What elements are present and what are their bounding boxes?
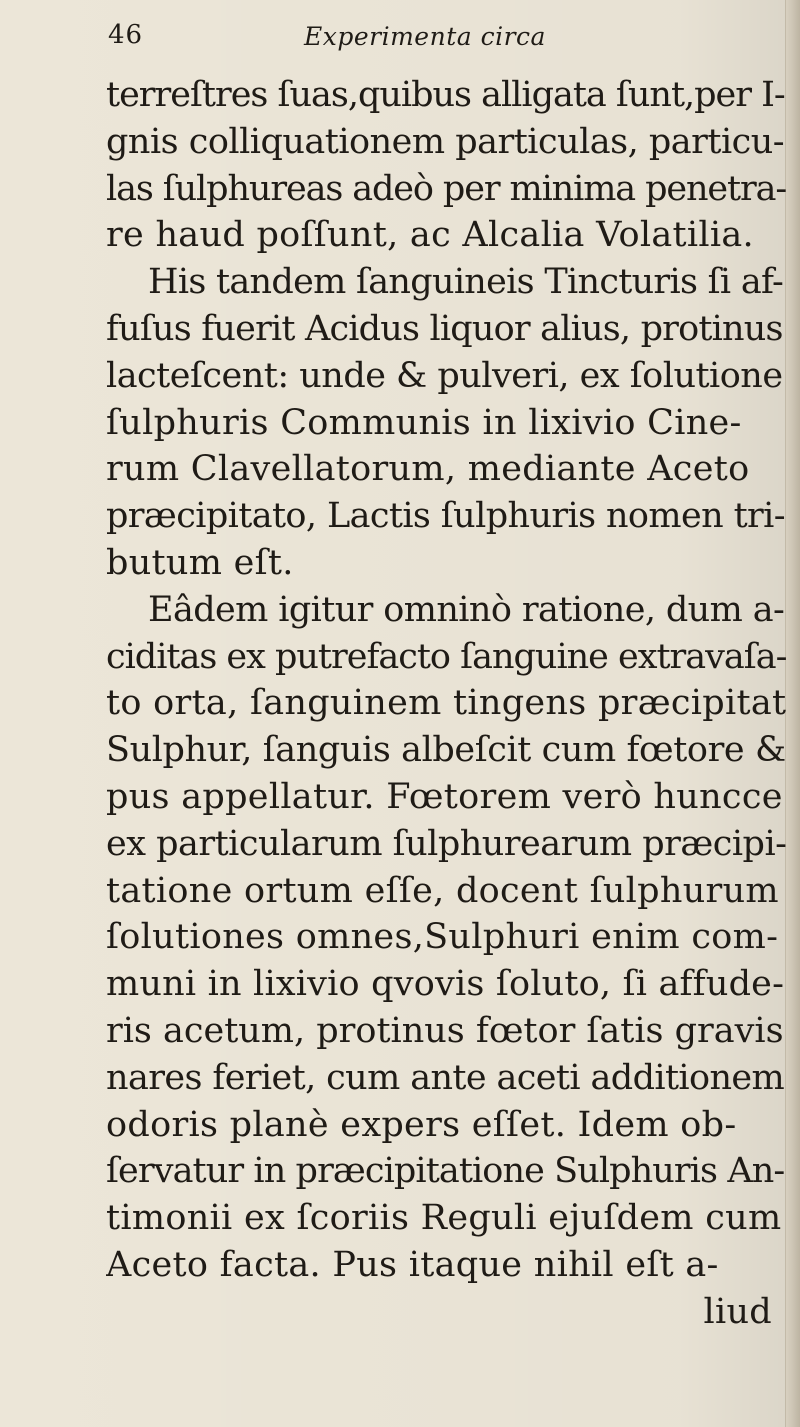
text-line: tatione ortum eſſe, docent ſulphurum — [106, 870, 779, 911]
text-line: ſulphuris Communis in lixivio Cine- — [106, 402, 742, 443]
text-line: butum eſt. — [106, 542, 294, 583]
text-line: liud — [703, 1291, 772, 1332]
text-line: Eâdem igitur omninò ratione, dum a- — [148, 589, 785, 630]
page-number: 46 — [108, 20, 144, 50]
text-line: ciditas ex putrefacto ſanguine extravaſa- — [106, 636, 786, 677]
text-line: rum Clavellatorum, mediante Aceto — [106, 449, 750, 490]
text-line: ſervatur in præcipitatione Sulphuris An- — [106, 1151, 785, 1192]
page-edge — [785, 0, 800, 1427]
page-header — [108, 20, 760, 70]
text-line: ex particularum ſulphurearum præcipi- — [106, 823, 786, 864]
text-line: timonii ex ſcoriis Reguli ejuſdem cum — [106, 1198, 782, 1239]
text-line: lacteſcent: unde & pulveri, ex ſolutione — [106, 355, 783, 396]
text-line: ris acetum, protinus fœtor ſatis gravis — [106, 1010, 784, 1051]
text-line: gnis colliquationem particulas, particu- — [106, 121, 785, 162]
text-line: His tandem ſanguineis Tincturis ſi af- — [148, 262, 784, 303]
text-line: to orta, ſanguinem tingens præcipitat — [106, 683, 786, 724]
text-line: odoris planè expers eſſet. Idem ob- — [106, 1104, 737, 1145]
text-line: præcipitato, Lactis ſulphuris nomen tri- — [106, 496, 785, 537]
text-line: pus appellatur. Fœtorem verò huncce — [106, 776, 783, 817]
body-text — [106, 72, 786, 1336]
text-line: muni in lixivio qvovis ſoluto, ſi affude- — [106, 964, 785, 1005]
text-line: Sulphur, ſanguis albeſcit cum fœtore & — [106, 730, 786, 771]
text-line: re haud poſſunt, ac Alcalia Volatilia. — [106, 215, 754, 256]
running-head: Experimenta circa — [304, 22, 546, 51]
text-line: las ſulphureas adeò per minima penetra- — [106, 168, 786, 209]
text-line: terreſtres ſuas,quibus alligata ſunt,per I- — [106, 75, 785, 115]
text-line: ſolutiones omnes,Sulphuri enim com- — [106, 917, 779, 958]
text-line: fuſus fuerit Acidus liquor alius, protinus — [106, 308, 783, 349]
text-line: nares feriet, cum ante aceti additionem — [106, 1057, 785, 1098]
text-line: Aceto facta. Pus itaque nihil eſt a- — [106, 1244, 719, 1285]
